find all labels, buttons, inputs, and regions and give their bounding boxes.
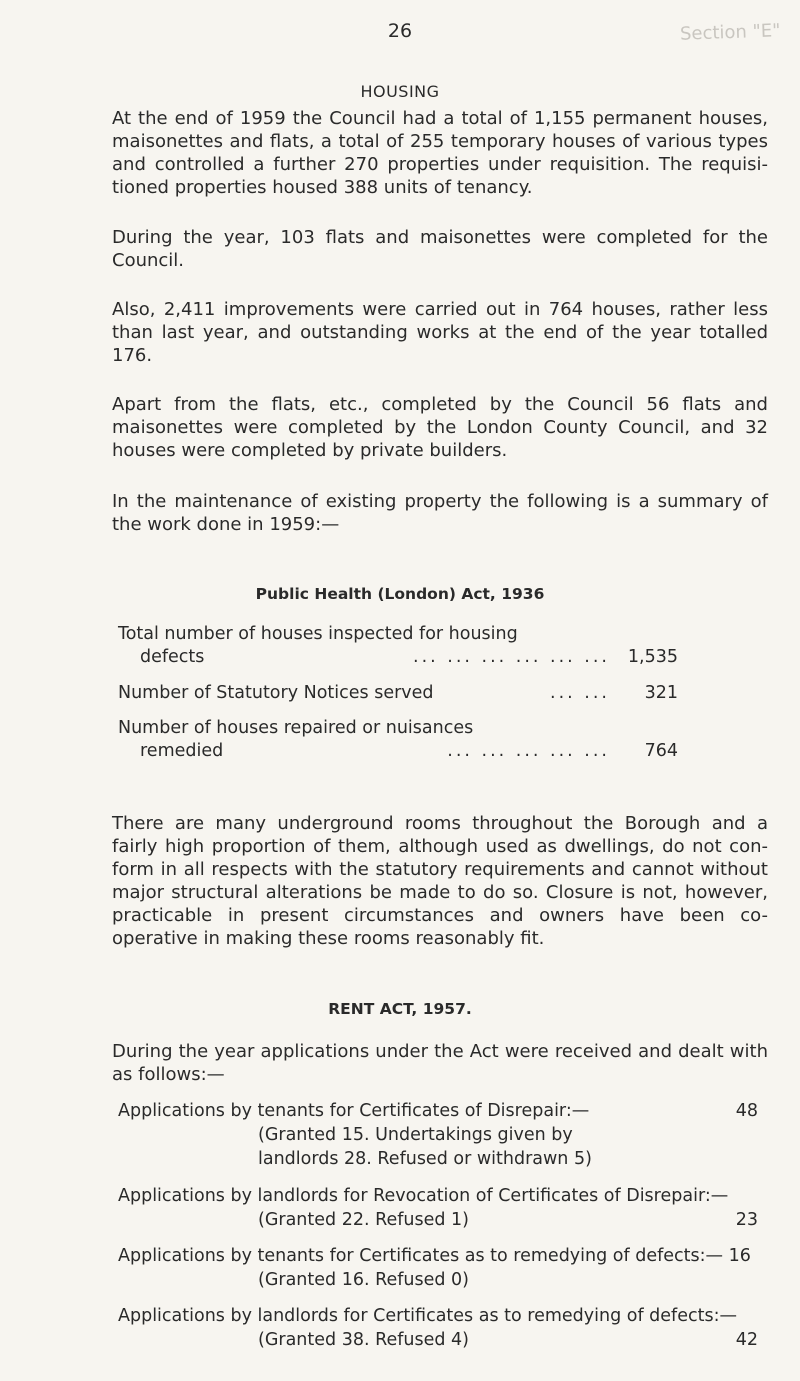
act-row-repaired — [118, 717, 678, 763]
rent-item-value: 23 — [735, 1210, 758, 1230]
paragraph-2: During the year, 103 flats and maisonettes were completed for the Council. — [112, 227, 768, 271]
rent-item-detail: (Granted 16. Refused 0) — [258, 1270, 469, 1290]
act-heading: Public Health (London) Act, 1936 — [255, 585, 545, 603]
faint-section-mark: Section "E" — [679, 20, 781, 45]
leader-dots: ... ... ... ... ... ... — [413, 647, 610, 667]
page-title: HOUSING — [360, 82, 440, 101]
rent-item-label: Applications by landlords for Certificates as to remedying of defects:— — [118, 1306, 737, 1326]
act-row-inspected — [118, 623, 678, 669]
rent-item-label: Applications by landlords for Revocation of Certificates of Disrepair:— — [118, 1186, 729, 1206]
rent-item-2 — [118, 1184, 758, 1232]
paragraph-3: Also, 2,411 improvements were carried out in 764 houses, rather less than last year, and outstanding works at the end of the year totalled 176. — [112, 299, 768, 366]
act-row-value: 321 — [644, 683, 678, 703]
paragraph-1: At the end of 1959 the Council had a total of 1,155 permanent houses, maisonettes and flats, a total of 255 temporary houses of various types and controlled a further 270 properties under requisition. The requisi- tioned properties housed 388 units of tenancy. — [112, 108, 768, 198]
act-row-value: 764 — [644, 741, 678, 761]
act-row-label-cont: remedied — [140, 741, 224, 761]
rent-item-value: 48 — [735, 1101, 758, 1121]
leader-dots: ... ... — [550, 683, 610, 703]
rent-item-detail: (Granted 38. Refused 4) — [258, 1330, 469, 1350]
rent-item-4 — [118, 1304, 758, 1352]
rent-item-detail: landlords 28. Refused or withdrawn 5) — [258, 1149, 592, 1169]
rent-item-detail: (Granted 22. Refused 1) — [258, 1210, 469, 1230]
act-row-notices — [118, 682, 678, 705]
rent-item-label: Applications by tenants for Certificates as to remedying of defects:— 16 — [118, 1246, 751, 1266]
rent-item-1 — [118, 1099, 758, 1171]
rent-intro: During the year applications under the Act were received and dealt with as follows:— — [112, 1041, 768, 1085]
rent-heading: RENT ACT, 1957. — [328, 1000, 472, 1018]
act-row-label: Number of houses repaired or nuisances — [118, 718, 474, 738]
leader-dots: ... ... ... ... ... — [447, 741, 610, 761]
act-row-label: Total number of houses inspected for housing — [118, 624, 518, 644]
rent-item-detail: (Granted 15. Undertakings given by — [258, 1125, 573, 1145]
rent-item-label: Applications by tenants for Certificates of Disrepair:— — [118, 1101, 590, 1121]
rent-item-3 — [118, 1244, 758, 1292]
act-row-label-cont: defects — [140, 647, 205, 667]
act-row-value: 1,535 — [627, 647, 678, 667]
underground-paragraph: There are many underground rooms throughout the Borough and a fairly high proportion of them, although used as dwellings, do not con- form in all respects with the statutory requirements and cannot without major structural alterations be made to do so. Closure is not, however, practicable in present circumstances and owners have been co-operative in making these rooms reasonably fit. — [112, 813, 768, 949]
paragraph-4: Apart from the flats, etc., completed by the Council 56 flats and maisonettes were completed by the London County Council, and 32 houses were completed by private builders. — [112, 394, 768, 461]
page-number: 26 — [387, 20, 413, 42]
paragraph-5: In the maintenance of existing property the following is a summary of the work done in 1959:— — [112, 491, 768, 535]
rent-item-value: 42 — [735, 1330, 758, 1350]
act-row-label: Number of Statutory Notices served — [118, 683, 434, 703]
